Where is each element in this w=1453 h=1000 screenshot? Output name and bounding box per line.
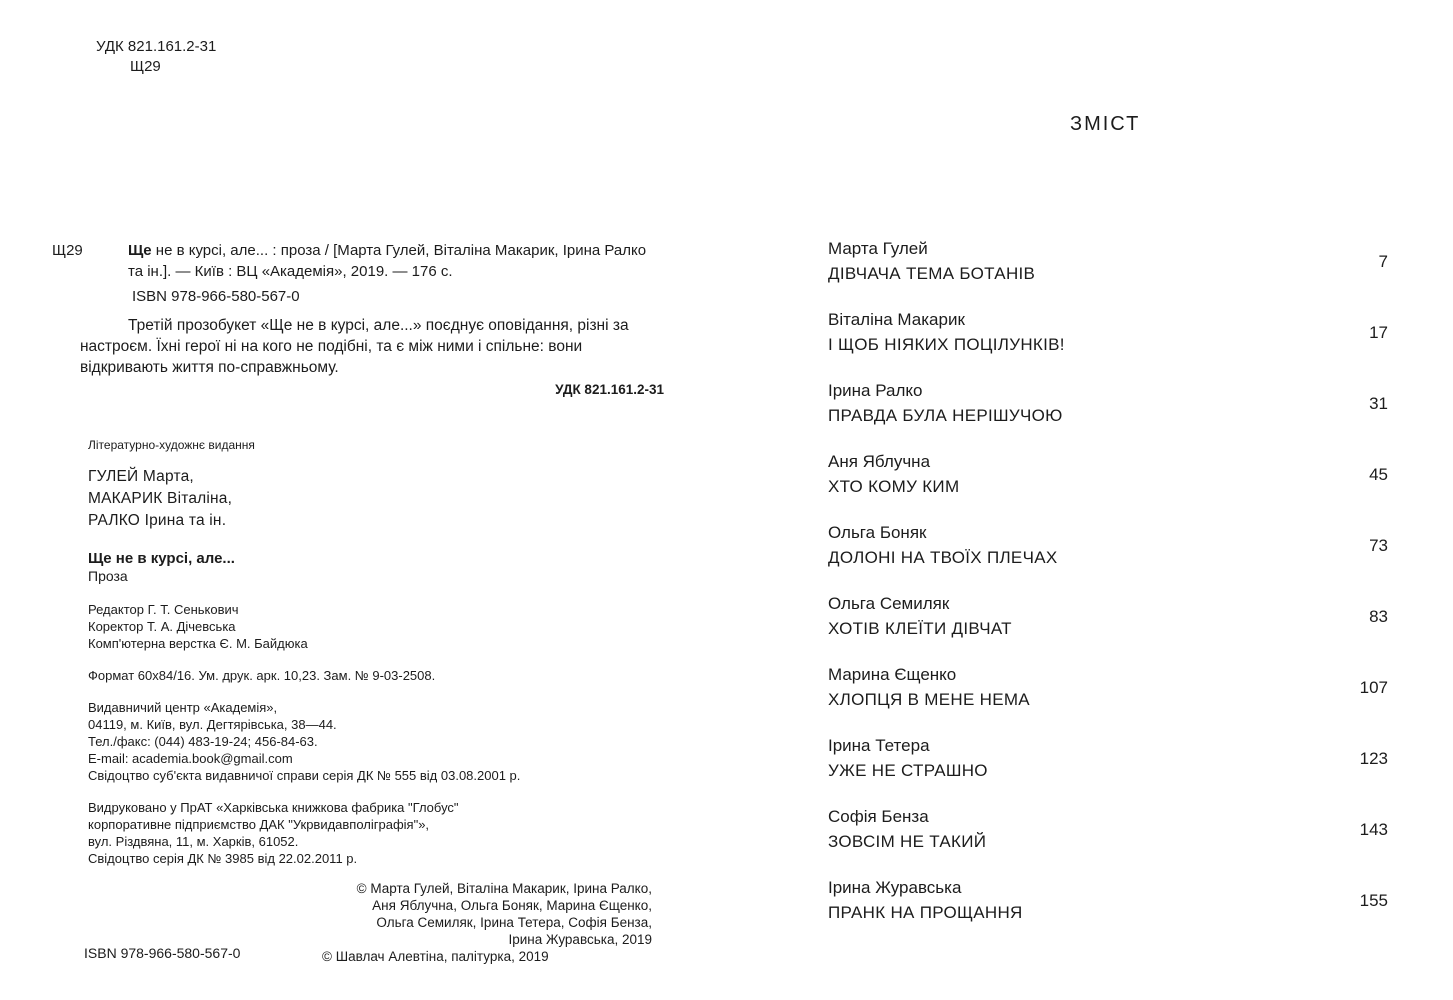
toc-item bbox=[828, 735, 1388, 806]
imprint-printer bbox=[88, 799, 648, 867]
imprint-format: Формат 60x84/16. Ум. друк. арк. 10,23. Зам. № 9-03-2508. bbox=[88, 668, 436, 683]
copyright-line: Ольга Семиляк, Ірина Тетера, Софія Бенза, bbox=[376, 915, 652, 930]
imprint-genre: Проза bbox=[88, 568, 128, 584]
toc-item bbox=[828, 522, 1388, 593]
toc-author: Марта Гулей bbox=[828, 239, 928, 258]
catalog-udk: УДК 821.161.2-31 bbox=[555, 382, 664, 397]
catalog-card bbox=[52, 240, 664, 400]
imprint-author: МАКАРИК Віталіна, bbox=[88, 490, 233, 507]
toc-author: Ольга Боняк bbox=[828, 523, 927, 542]
imprint-publisher bbox=[88, 699, 648, 784]
catalog-entry bbox=[128, 240, 664, 282]
toc-item bbox=[828, 806, 1388, 877]
copyright-line: Ірина Журавська, 2019 bbox=[508, 932, 652, 947]
toc-author: Марина Єщенко bbox=[828, 665, 957, 684]
toc-story-title: І ЩОБ НІЯКИХ ПОЦІЛУНКІВ! bbox=[828, 335, 1065, 354]
toc-item bbox=[828, 593, 1388, 664]
table-of-contents bbox=[828, 238, 1388, 948]
copyright-line: © Шавлач Алевтіна, палітурка, 2019 bbox=[322, 949, 549, 964]
catalog-annotation: Третій прозобукет «Ще не в курсі, але...» поєднує оповідання, різні за настроєм. Їхні герої ні на кого не подібні, та є між ними і спільне: вони відкривають життя по-справжньому. bbox=[80, 317, 629, 376]
catalog-entry-text: не в курсі, але... : проза / [Марта Гулей, Віталіна Макарик, Ірина Ралко та ін.]. — Київ : ВЦ «Академія», 2019. — 176 с. bbox=[128, 242, 647, 280]
imprint-staff bbox=[88, 601, 648, 652]
toc-item bbox=[828, 877, 1388, 948]
isbn-bottom: ISBN 978-966-580-567-0 bbox=[84, 945, 241, 961]
edition-type: Літературно-художнє видання bbox=[88, 438, 255, 452]
toc-page-number: 123 bbox=[1359, 749, 1388, 768]
toc-author: Ірина Ралко bbox=[828, 381, 923, 400]
udk-code: УДК 821.161.2-31 bbox=[96, 38, 217, 55]
toc-page-number: 31 bbox=[1369, 394, 1388, 413]
toc-story-title: ДОЛОНІ НА ТВОЇХ ПЛЕЧАХ bbox=[828, 548, 1058, 567]
toc-author: Софія Бенза bbox=[828, 807, 929, 826]
toc-story-title: ПРАНК НА ПРОЩАННЯ bbox=[828, 903, 1023, 922]
toc-page-number: 143 bbox=[1359, 820, 1388, 839]
copyright-block bbox=[322, 880, 652, 965]
imprint-author: РАЛКО Ірина та ін. bbox=[88, 512, 227, 529]
printer-line: вул. Різдвяна, 11, м. Харків, 61052. bbox=[88, 834, 299, 849]
toc-page-number: 107 bbox=[1359, 678, 1388, 697]
printer-line: Свідоцтво серія ДК № 3985 від 22.02.2011 р. bbox=[88, 851, 358, 866]
toc-page-number: 73 bbox=[1369, 536, 1388, 555]
staff-line: Коректор Т. А. Дічевська bbox=[88, 619, 236, 634]
toc-title: ЗМІСТ bbox=[1070, 113, 1141, 135]
printer-line: Видруковано у ПрАТ «Харківська книжкова фабрика "Глобус" bbox=[88, 800, 459, 815]
publisher-line: E-mail: academia.book@gmail.com bbox=[88, 751, 293, 766]
catalog-title-bold: Ще bbox=[128, 242, 152, 259]
toc-page-number: 155 bbox=[1359, 891, 1388, 910]
toc-story-title: ДІВЧАЧА ТЕМА БОТАНІВ bbox=[828, 264, 1036, 283]
toc-story-title: ПРАВДА БУЛА НЕРІШУЧОЮ bbox=[828, 406, 1063, 425]
toc-story-title: УЖЕ НЕ СТРАШНО bbox=[828, 761, 988, 780]
toc-page-number: 17 bbox=[1369, 323, 1388, 342]
publisher-line: Видавничий центр «Академія», bbox=[88, 700, 278, 715]
catalog-isbn: ISBN 978-966-580-567-0 bbox=[132, 288, 300, 305]
toc-author: Ірина Журавська bbox=[828, 878, 962, 897]
toc-page-number: 7 bbox=[1378, 252, 1388, 271]
toc-item bbox=[828, 664, 1388, 735]
catalog-code: Щ29 bbox=[52, 242, 83, 259]
publisher-line: Тел./факс: (044) 483-19-24; 456-84-63. bbox=[88, 734, 318, 749]
udk-header bbox=[96, 37, 216, 77]
author-mark: Щ29 bbox=[130, 58, 161, 75]
imprint-author: ГУЛЕЙ Марта, bbox=[88, 468, 194, 485]
toc-page-number: 83 bbox=[1369, 607, 1388, 626]
staff-line: Комп'ютерна верстка Є. М. Байдюка bbox=[88, 636, 308, 651]
copyright-line: © Марта Гулей, Віталіна Макарик, Ірина Ралко, bbox=[356, 881, 652, 896]
toc-page-number: 45 bbox=[1369, 465, 1388, 484]
imprint-authors bbox=[88, 466, 648, 532]
imprint-book-title: Ще не в курсі, але... bbox=[88, 550, 235, 567]
toc-author: Віталіна Макарик bbox=[828, 310, 965, 329]
imprint-block bbox=[88, 437, 648, 867]
toc-story-title: ХЛОПЦЯ В МЕНЕ НЕМА bbox=[828, 690, 1030, 709]
toc-author: Ольга Семиляк bbox=[828, 594, 950, 613]
publisher-line: Свідоцтво суб'єкта видавничої справи серія ДК № 555 від 03.08.2001 р. bbox=[88, 768, 521, 783]
printer-line: корпоративне підприємство ДАК "Укрвидавполіграфія"», bbox=[88, 817, 430, 832]
toc-author: Аня Яблучна bbox=[828, 452, 931, 471]
toc-story-title: ХОТІВ КЛЕЇТИ ДІВЧАТ bbox=[828, 619, 1012, 638]
publisher-line: 04119, м. Київ, вул. Дегтярівська, 38—44. bbox=[88, 717, 337, 732]
toc-item bbox=[828, 238, 1388, 309]
toc-story-title: ХТО КОМУ КИМ bbox=[828, 477, 960, 496]
staff-line: Редактор Г. Т. Сенькович bbox=[88, 602, 239, 617]
toc-author: Ірина Тетера bbox=[828, 736, 930, 755]
copyright-line: Аня Яблучна, Ольга Боняк, Марина Єщенко, bbox=[372, 898, 652, 913]
toc-story-title: ЗОВСІМ НЕ ТАКИЙ bbox=[828, 832, 987, 851]
toc-item bbox=[828, 451, 1388, 522]
toc-item bbox=[828, 380, 1388, 451]
toc-item bbox=[828, 309, 1388, 380]
